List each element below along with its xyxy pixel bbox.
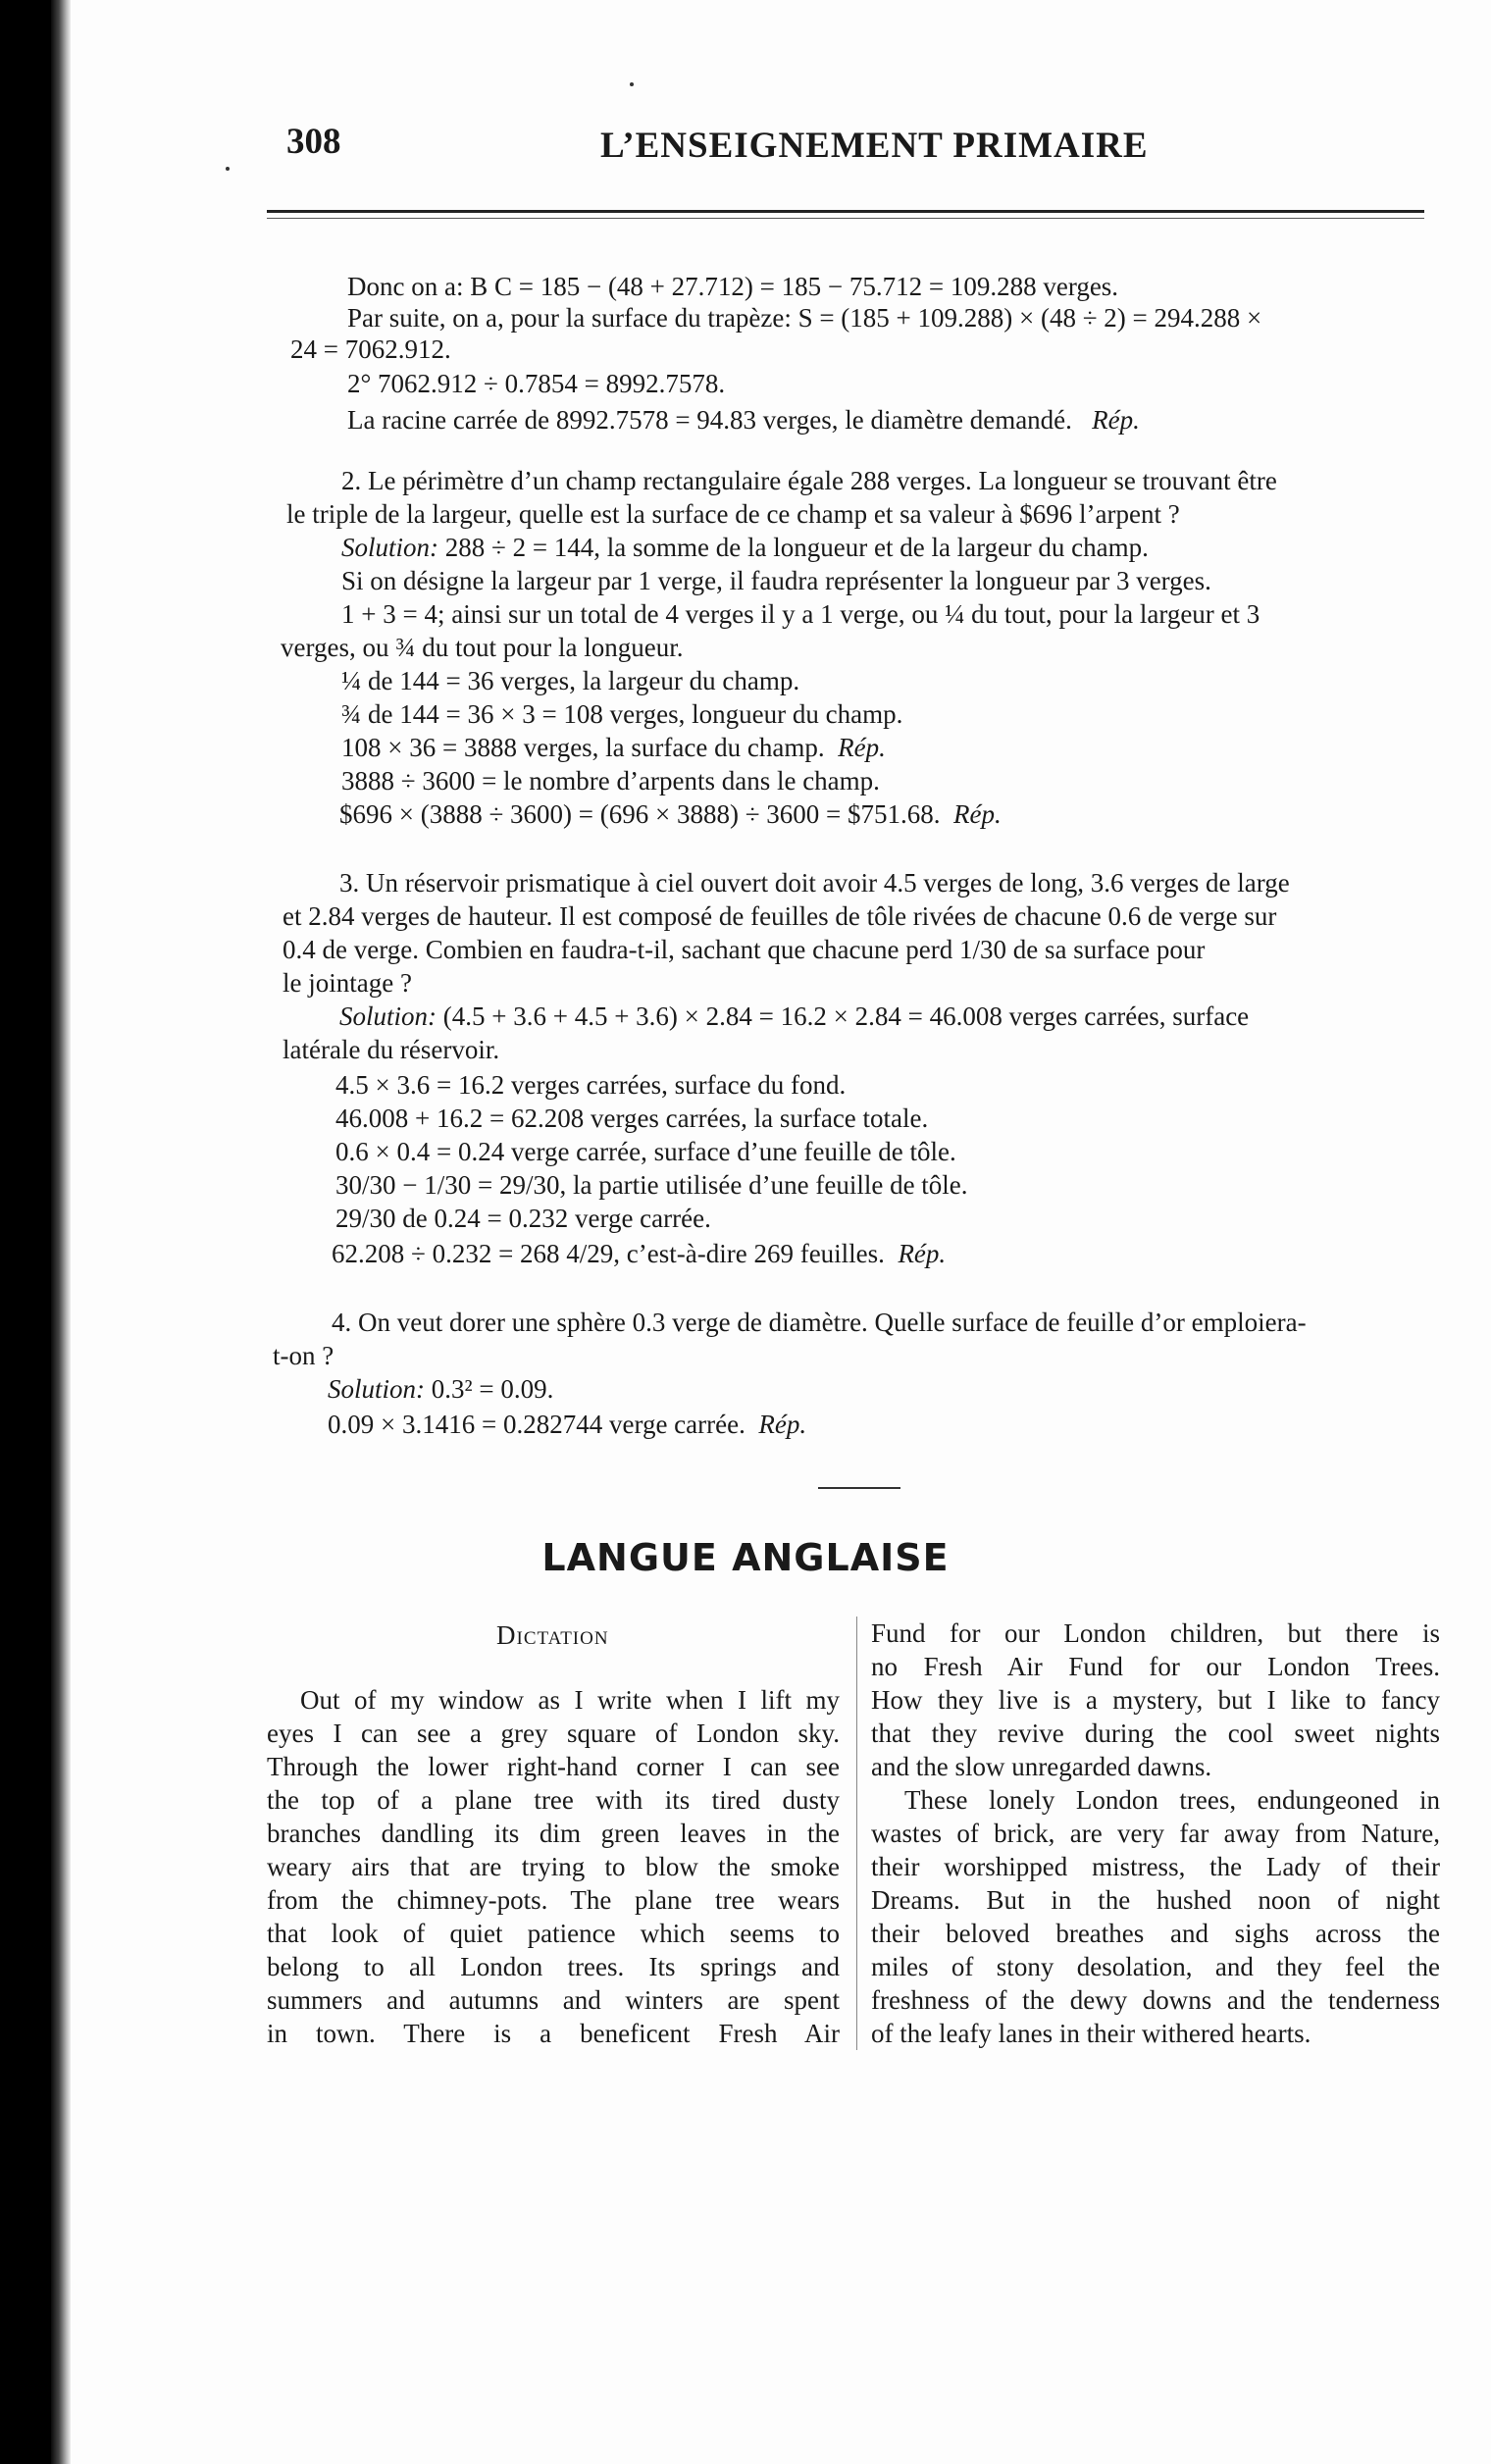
text-line: le jointage ? [283,968,412,998]
text-line: 3888 ÷ 3600 = le nombre d’arpents dans le champ. [341,766,880,796]
left-column [267,1683,840,2050]
text-line: ¼ de 144 = 36 verges, la largeur du champ. [341,666,800,695]
column-line: branches dandling its dim green leaves in the [267,1819,840,1848]
column-line: and the slow unregarded dawns. [871,1752,1212,1781]
text-content: La racine carrée de 8992.7578 = 94.83 verges, le diamètre demandé. [347,405,1072,435]
solution-text: (4.5 + 3.6 + 4.5 + 3.6) × 2.84 = 16.2 × 2.84 = 46.008 verges carrées, surface [437,1001,1250,1031]
column-line: These lonely London trees, endungeoned in [904,1785,1440,1815]
text-line [341,732,886,763]
text-line: t-on ? [273,1341,334,1370]
text-line: et 2.84 verges de hauteur. Il est composé de feuilles de tôle rivées de chacune 0.6 de verge sur [283,901,1277,931]
text-content: 0.09 × 3.1416 = 0.282744 verge carrée. [328,1410,746,1439]
column-line: Out of my window as I write when I lift my [300,1685,840,1715]
answer-label: Rép. [898,1239,947,1268]
column-line: freshness of the dewy downs and the tenderness [871,1985,1440,2015]
column-line: no Fresh Air Fund for our London Trees. [871,1652,1440,1681]
column-line: weary airs that are trying to blow the smoke [267,1852,840,1881]
text-line: 30/30 − 1/30 = 29/30, la partie utilisée d’une feuille de tôle. [335,1170,968,1200]
text-line: 4. On veut dorer une sphère 0.3 verge de diamètre. Quelle surface de feuille d’or emploiera- [332,1308,1307,1337]
text-line: 46.008 + 16.2 = 62.208 verges carrées, la surface totale. [335,1104,929,1133]
column-line: miles of stony desolation, and they feel the [871,1952,1440,1981]
solution-text: 0.3² = 0.09. [425,1374,554,1404]
answer-label: Rép. [758,1410,807,1439]
text-line [332,1238,946,1269]
solution-line [328,1373,553,1405]
column-line: wastes of brick, are very far away from Nature, [871,1819,1440,1848]
column-line: belong to all London trees. Its springs and [267,1952,840,1981]
text-line [339,798,1002,830]
text-line: 29/30 de 0.24 = 0.232 verge carrée. [335,1204,711,1233]
text-line: 0.4 de verge. Combien en faudra-t-il, sachant que chacune perd 1/30 de sa surface pour [283,935,1206,964]
answer-label: Rép. [953,799,1002,829]
text-line [328,1409,806,1440]
column-line: Fund for our London children, but there is [871,1618,1440,1648]
text-line: ¾ de 144 = 36 × 3 = 108 verges, longueur du champ. [341,699,903,729]
text-content: $696 × (3888 ÷ 3600) = (696 × 3888) ÷ 3600 = $751.68. [339,799,941,829]
print-speck [630,82,634,86]
answer-label: Rép. [1092,405,1140,435]
answer-label: Rép. [838,733,886,762]
text-content: 108 × 36 = 3888 verges, la surface du champ. [341,733,825,762]
section-title: LANGUE ANGLAISE [541,1536,950,1579]
column-line: How they live is a mystery, but I like to fancy [871,1685,1440,1715]
text-line: Si on désigne la largeur par 1 verge, il faudra représenter la longueur par 3 verges. [341,566,1211,595]
book-binding-shadow [51,0,71,2464]
solution-label: Solution: [339,1001,437,1031]
column-line: that look of quiet patience which seems to [267,1919,840,1948]
right-column [871,1617,1440,2050]
text-line: latérale du réservoir. [283,1035,500,1064]
column-line: from the chimney-pots. The plane tree wears [267,1885,840,1915]
column-line: the top of a plane tree with its tired dusty [267,1785,840,1815]
column-line: eyes I can see a grey square of London sky. [267,1719,840,1748]
column-line: that they revive during the cool sweet nights [871,1719,1440,1748]
column-line: of the leafy lanes in their withered hearts. [871,2019,1311,2048]
text-line: Donc on a: B C = 185 − (48 + 27.712) = 185 − 75.712 = 109.288 verges. [347,272,1119,301]
text-line: Par suite, on a, pour la surface du trapèze: S = (185 + 109.288) × (48 ÷ 2) = 294.288 × [347,303,1262,333]
column-line: summers and autumns and winters are spent [267,1985,840,2015]
section-divider [818,1487,900,1489]
text-content: 62.208 ÷ 0.232 = 268 4/29, c’est-à-dire 269 feuilles. [332,1239,885,1268]
header-rule-thin [267,218,1424,219]
header-rule [267,210,1424,213]
solution-label: Solution: [328,1374,425,1404]
text-line: 2. Le périmètre d’un champ rectangulaire égale 288 verges. La longueur se trouvant être [341,466,1277,495]
column-line: Through the lower right-hand corner I can see [267,1752,840,1781]
column-divider [856,1617,857,2050]
print-speck [226,167,230,171]
solution-text: 288 ÷ 2 = 144, la somme de la longueur et de la largeur du champ. [438,533,1149,562]
text-line: 0.6 × 0.4 = 0.24 verge carrée, surface d’une feuille de tôle. [335,1137,956,1166]
text-line: 4.5 × 3.6 = 16.2 verges carrées, surface du fond. [335,1070,847,1100]
text-line [347,404,1140,436]
column-line: Dreams. But in the hushed noon of night [871,1885,1440,1915]
page-number: 308 [286,122,341,162]
dictation-heading: Dictation [496,1620,609,1650]
text-line: 24 = 7062.912. [290,334,451,364]
text-line: 1 + 3 = 4; ainsi sur un total de 4 verges il y a 1 verge, ou ¼ du tout, pour la largeur et 3 [341,599,1260,629]
column-line: their worshipped mistress, the Lady of their [871,1852,1440,1881]
solution-label: Solution: [341,533,438,562]
text-line: le triple de la largeur, quelle est la surface de ce champ et sa valeur à $696 l’arpent ? [286,499,1180,529]
column-line: their beloved breathes and sighs across the [871,1919,1440,1948]
column-line: in town. There is a beneficent Fresh Air [267,2019,840,2048]
text-line: 3. Un réservoir prismatique à ciel ouvert doit avoir 4.5 verges de long, 3.6 verges de large [339,868,1290,898]
solution-line [341,532,1149,563]
page-sheet [71,0,1491,2464]
text-line: verges, ou ¾ du tout pour la longueur. [281,633,684,662]
solution-line [339,1001,1249,1032]
text-line: 2° 7062.912 ÷ 0.7854 = 8992.7578. [347,369,726,398]
running-title: L’ENSEIGNEMENT PRIMAIRE [600,126,1149,166]
